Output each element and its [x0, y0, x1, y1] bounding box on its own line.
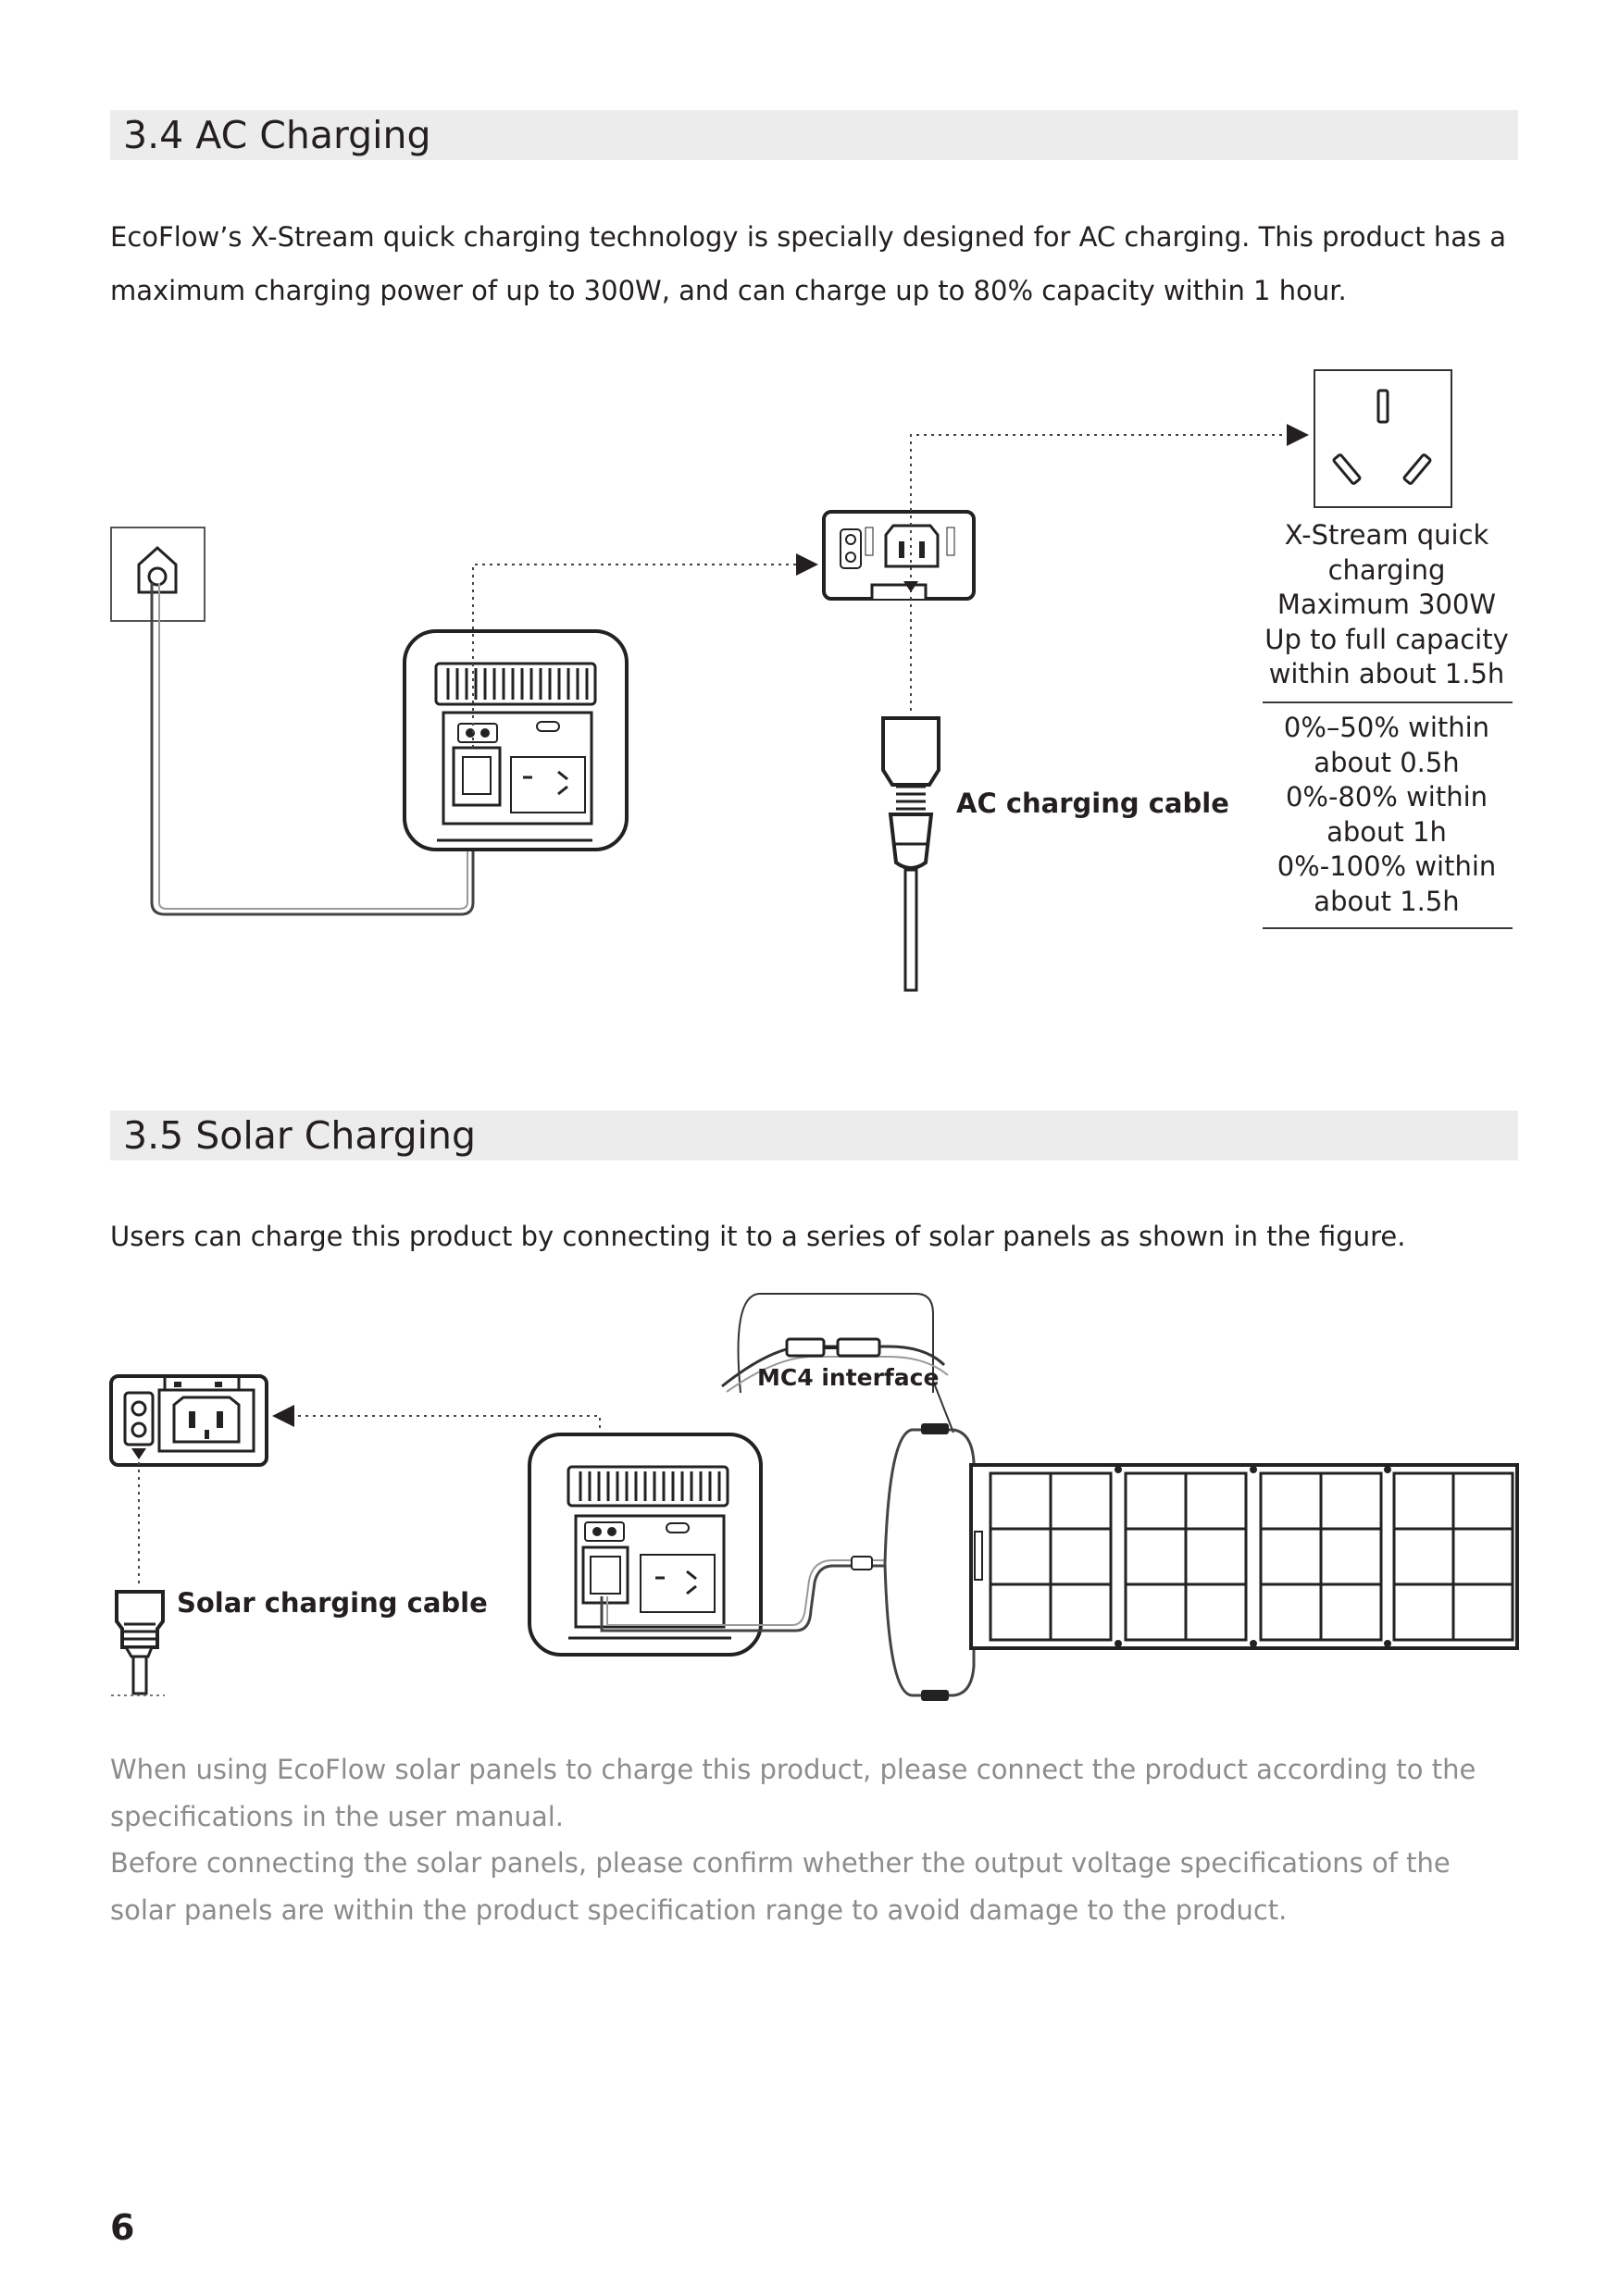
wall-socket-icon [1314, 370, 1451, 507]
power-station-ac [405, 631, 627, 850]
note-line-4: solar panels are within the product specification range to avoid damage to the product. [110, 1894, 1288, 1926]
ac-plug-icon [883, 718, 939, 990]
wall-outlet-icon [111, 527, 205, 621]
solar-plug-icon [111, 1592, 165, 1695]
note-line-2: specifications in the user manual. [110, 1801, 564, 1832]
spec-line: Maximum 300W [1277, 589, 1497, 620]
solar-paragraph: Users can charge this product by connecting it to a series of solar panels as shown in the figure. [110, 1221, 1406, 1252]
solar-charging-cable-label: Solar charging cable [177, 1587, 488, 1619]
section-heading-ac-charging: 3.4 AC Charging [110, 110, 1518, 160]
x-stream-spec [1261, 518, 1513, 692]
note-line-3: Before connecting the solar panels, please confirm whether the output voltage specifications of the [110, 1847, 1451, 1879]
note-line-1: When using EcoFlow solar panels to charge this product, please connect the product according to the [110, 1754, 1476, 1785]
time-line: about 1.5h [1314, 885, 1460, 917]
spec-divider-bottom [1263, 927, 1513, 929]
charge-time-spec [1261, 711, 1513, 919]
time-line: 0%–50% within [1283, 712, 1490, 743]
time-line: about 0.5h [1314, 746, 1460, 778]
ac-inlet-inset [824, 512, 974, 599]
ac-paragraph-line-1: EcoFlow’s X-Stream quick charging technology is specially designed for AC charging. This product has a [110, 221, 1507, 253]
ac-paragraph-line-2: maximum charging power of up to 300W, and can charge up to 80% capacity within 1 hour. [110, 275, 1347, 306]
mc4-interface-label: MC4 interface [757, 1364, 940, 1391]
parallel-cable-loop [885, 1430, 974, 1695]
spec-line: charging [1327, 553, 1446, 586]
section-heading-solar-charging: 3.5 Solar Charging [110, 1111, 1518, 1160]
ac-charging-cable-label: AC charging cable [956, 788, 1229, 819]
time-line: about 1h [1326, 815, 1447, 848]
solar-panels [971, 1465, 1517, 1648]
time-line: 0%-80% within [1285, 781, 1488, 813]
page-number: 6 [110, 2207, 135, 2248]
spec-line: within about 1.5h [1268, 658, 1505, 689]
mc4-callout [722, 1294, 953, 1433]
spec-line: Up to full capacity [1264, 623, 1509, 655]
spec-line: X-Stream quick [1284, 519, 1489, 551]
power-station-solar [529, 1434, 761, 1655]
time-line: 0%-100% within [1277, 850, 1497, 882]
spec-divider-top [1263, 701, 1513, 703]
